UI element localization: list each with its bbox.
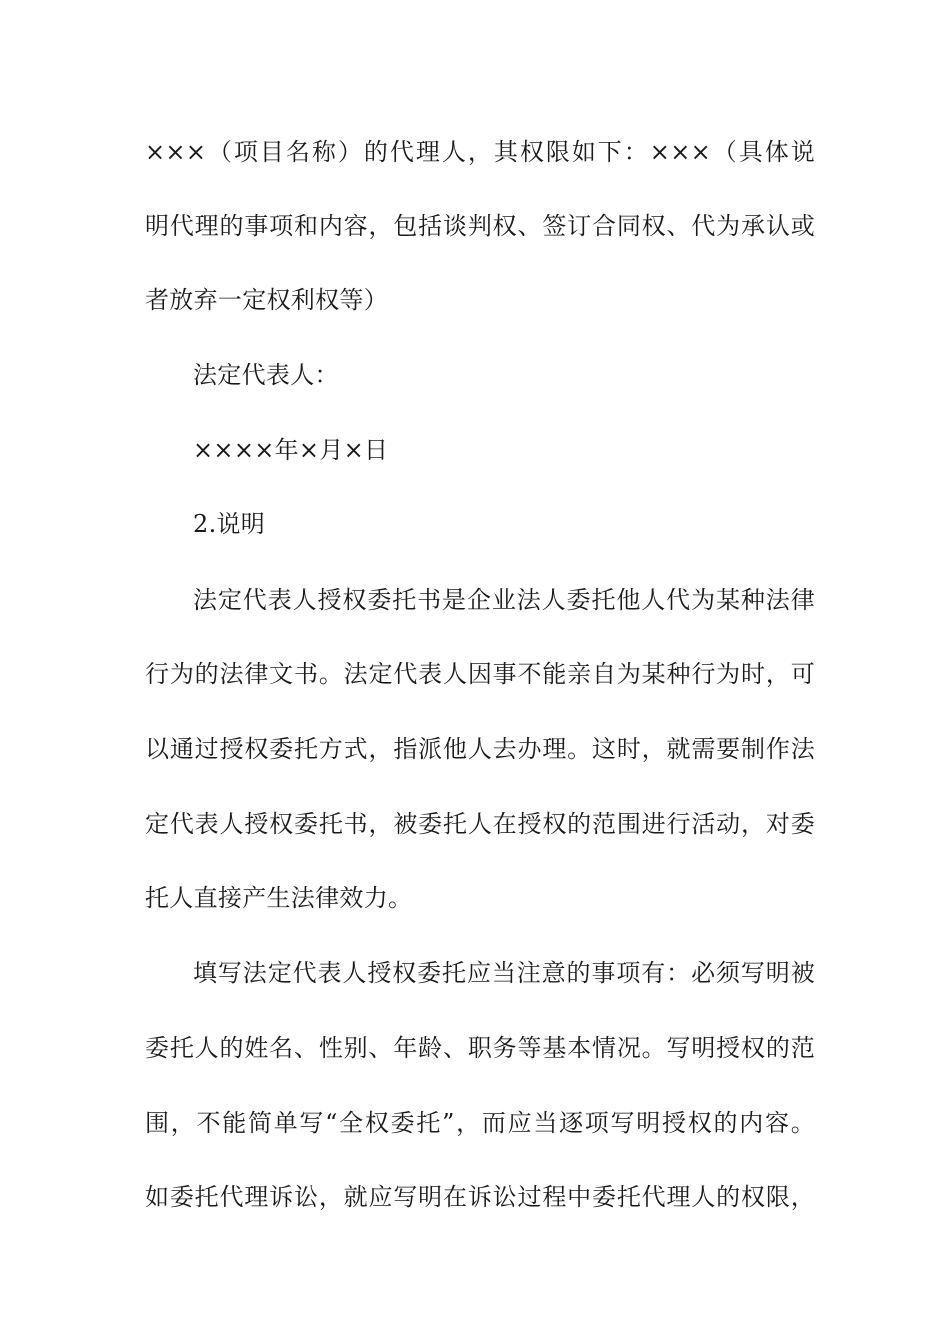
section-heading: 2.说明: [193, 510, 266, 538]
paragraph-line: 行为的法律文书。法定代表人因事不能亲自为某种行为时，可: [145, 660, 815, 688]
signature-label: 法定代表人：: [193, 361, 339, 389]
paragraph-line: 委托人的姓名、性别、年龄、职务等基本情况。写明授权的范: [145, 1034, 815, 1062]
paragraph-line: 托人直接产生法律效力。: [145, 884, 413, 912]
paragraph-line: 围，不能简单写“全权委托”，而应当逐项写明授权的内容。: [145, 1109, 815, 1137]
paragraph-line: 以通过授权委托方式，指派他人去办理。这时，就需要制作法: [145, 735, 815, 763]
date-line: ××××年×月×日: [193, 436, 389, 464]
paragraph-line: 法定代表人授权委托书是企业法人委托他人代为某种法律: [193, 586, 815, 614]
body-text-line: 明代理的事项和内容，包括谈判权、签订合同权、代为承认或: [145, 212, 815, 240]
body-text-line: ×××（项目名称）的代理人，其权限如下：×××（具体说: [145, 138, 815, 166]
paragraph-line: 定代表人授权委托书，被委托人在授权的范围进行活动，对委: [145, 810, 815, 838]
body-text-line: 者放弃一定权利权等）: [145, 286, 388, 314]
paragraph-line: 填写法定代表人授权委托应当注意的事项有：必须写明被: [193, 959, 815, 987]
paragraph-line: 如委托代理诉讼，就应写明在诉讼过程中委托代理人的权限，: [145, 1183, 815, 1211]
